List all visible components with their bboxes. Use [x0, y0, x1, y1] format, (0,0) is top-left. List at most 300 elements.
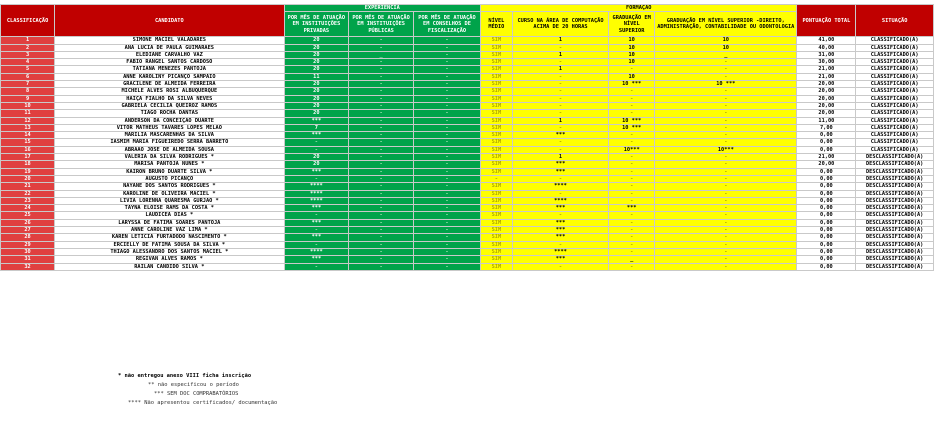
row-nivel-medio: - [481, 175, 513, 182]
row-exp-publicas: - [349, 219, 414, 226]
row-nivel-medio: SIM [481, 81, 513, 88]
row-exp-privadas: - [284, 241, 349, 248]
row-pontuacao: 0,00 [797, 234, 856, 241]
row-situacao: DESCLASSIFICADO(A) [856, 190, 934, 197]
row-exp-conselhos: - [413, 183, 480, 190]
row-situacao: DESCLASSIFICADO(A) [856, 183, 934, 190]
row-graduacao-areas: _ [655, 51, 797, 58]
row-curso: - [512, 139, 608, 146]
table-row [1, 66, 934, 73]
row-pontuacao: 0,00 [797, 263, 856, 270]
row-nivel-medio: SIM [481, 51, 513, 58]
row-pontuacao: 31,00 [797, 51, 856, 58]
row-exp-conselhos: - [413, 161, 480, 168]
row-exp-privadas: - [284, 263, 349, 270]
row-nivel-medio: SIM [481, 219, 513, 226]
header-situacao: SITUAÇÃO [856, 5, 934, 37]
note-4: **** Não apresentou certificados/ documentação [128, 400, 278, 406]
table-row [1, 132, 934, 139]
row-graduacao-areas: - [655, 205, 797, 212]
row-candidato: RAILAN CANDIDO SILVA * [55, 263, 284, 270]
row-exp-conselhos: - [413, 51, 480, 58]
table-row [1, 73, 934, 80]
row-classificacao: 10 [1, 102, 55, 109]
row-candidato: LARYSSA DE FÁTIMA SOARES PANTOJA [55, 219, 284, 226]
row-exp-conselhos: - [413, 263, 480, 270]
row-exp-publicas: - [349, 212, 414, 219]
row-exp-publicas: - [349, 139, 414, 146]
row-exp-conselhos: - [413, 66, 480, 73]
row-pontuacao: 0,00 [797, 190, 856, 197]
row-curso: *** [512, 234, 608, 241]
row-situacao: CLASSIFICADO(A) [856, 66, 934, 73]
row-graduacao-areas: - [655, 117, 797, 124]
row-graduacao: - [609, 102, 655, 109]
row-nivel-medio: SIM [481, 110, 513, 117]
row-exp-publicas: - [349, 248, 414, 255]
row-pontuacao: 0,00 [797, 197, 856, 204]
row-exp-privadas: *** [284, 256, 349, 263]
row-curso: 1 [512, 117, 608, 124]
row-graduacao-areas: - [655, 212, 797, 219]
row-graduacao: _ [609, 256, 655, 263]
row-nivel-medio: SIM [481, 73, 513, 80]
row-exp-privadas: 20 [284, 110, 349, 117]
row-pontuacao: 20,00 [797, 81, 856, 88]
row-candidato: MARISA PANTOJA NUNES * [55, 161, 284, 168]
row-pontuacao: 11,00 [797, 117, 856, 124]
row-graduacao-areas: - [655, 263, 797, 270]
row-classificacao: 17 [1, 154, 55, 161]
row-exp-privadas: - [284, 175, 349, 182]
row-exp-publicas: - [349, 37, 414, 44]
row-nivel-medio: SIM [481, 256, 513, 263]
note-2: ** não especificou o período [148, 382, 239, 388]
row-exp-conselhos: - [413, 256, 480, 263]
row-graduacao-areas: - [655, 248, 797, 255]
row-graduacao: - [609, 139, 655, 146]
row-classificacao: 13 [1, 124, 55, 131]
row-candidato: HAIÇA FIALHO DA SILVA NEVES [55, 95, 284, 102]
row-exp-conselhos: - [413, 37, 480, 44]
row-graduacao: 10 [609, 73, 655, 80]
table-row [1, 44, 934, 51]
row-situacao: CLASSIFICADO(A) [856, 139, 934, 146]
row-graduacao: - [609, 110, 655, 117]
row-graduacao: - [609, 161, 655, 168]
table-row [1, 256, 934, 263]
row-curso: - [512, 241, 608, 248]
row-candidato: ABRAÃO JOSÉ DE ALMEIDA SOUSA [55, 146, 284, 153]
header-pontuacao: PONTUAÇÃO TOTAL [797, 5, 856, 37]
row-exp-privadas: 20 [284, 161, 349, 168]
row-curso: - [512, 110, 608, 117]
row-nivel-medio: SIM [481, 132, 513, 139]
row-exp-privadas: - [284, 227, 349, 234]
row-situacao: DESCLASSIFICADO(A) [856, 227, 934, 234]
row-exp-privadas: 20 [284, 37, 349, 44]
row-situacao: DESCLASSIFICADO(A) [856, 256, 934, 263]
table-row [1, 37, 934, 44]
row-candidato: KAROLINE DE OLIVEIRA MACIEL * [55, 190, 284, 197]
row-exp-publicas: - [349, 227, 414, 234]
header-candidato: CANDIDATO [55, 5, 284, 37]
row-pontuacao: 21,00 [797, 154, 856, 161]
row-pontuacao: 41,00 [797, 37, 856, 44]
row-exp-conselhos: - [413, 110, 480, 117]
row-situacao: CLASSIFICADO(A) [856, 102, 934, 109]
table-row [1, 146, 934, 153]
table-row [1, 154, 934, 161]
row-classificacao: 16 [1, 146, 55, 153]
row-situacao: DESCLASSIFICADO(A) [856, 205, 934, 212]
row-situacao: CLASSIFICADO(A) [856, 51, 934, 58]
header-classificacao: CLASSIFICAÇÃO [1, 5, 55, 37]
table-row [1, 197, 934, 204]
row-classificacao: 31 [1, 256, 55, 263]
row-situacao: CLASSIFICADO(A) [856, 117, 934, 124]
row-exp-publicas: - [349, 110, 414, 117]
row-candidato: THIAGO ALESSANDRO DOS SANTOS MACIEL * [55, 248, 284, 255]
row-graduacao: - [609, 66, 655, 73]
row-candidato: NAYANE DOS SANTOS RODRIGUES * [55, 183, 284, 190]
row-graduacao: 10 *** [609, 117, 655, 124]
row-graduacao-areas: - [655, 139, 797, 146]
row-curso: - [512, 212, 608, 219]
row-exp-privadas: 20 [284, 88, 349, 95]
row-exp-publicas: - [349, 146, 414, 153]
row-graduacao: - [609, 241, 655, 248]
row-classificacao: 7 [1, 81, 55, 88]
row-exp-publicas: - [349, 44, 414, 51]
row-exp-conselhos: - [413, 197, 480, 204]
row-pontuacao: 0,00 [797, 205, 856, 212]
row-exp-privadas: 20 [284, 44, 349, 51]
table-row [1, 263, 934, 270]
row-classificacao: 25 [1, 212, 55, 219]
header-curso-computacao: CURSO NA ÁREA DE COMPUTAÇÃO ACIMA DE 20 HORAS [512, 12, 608, 37]
row-pontuacao: 0,00 [797, 146, 856, 153]
row-pontuacao: 21,00 [797, 66, 856, 73]
row-classificacao: 27 [1, 227, 55, 234]
row-curso: *** [512, 168, 608, 175]
row-nivel-medio: SIM [481, 183, 513, 190]
table-row [1, 248, 934, 255]
row-situacao: DESCLASSIFICADO(A) [856, 212, 934, 219]
table-row [1, 227, 934, 234]
table-row [1, 241, 934, 248]
row-graduacao-areas: - [655, 219, 797, 226]
row-graduacao-areas: - [655, 102, 797, 109]
row-graduacao-areas: - [655, 124, 797, 131]
row-nivel-medio: SIM [481, 146, 513, 153]
results-table [0, 4, 934, 271]
row-situacao: DESCLASSIFICADO(A) [856, 154, 934, 161]
row-pontuacao: 20,00 [797, 110, 856, 117]
row-nivel-medio: SIM [481, 168, 513, 175]
row-exp-conselhos: - [413, 248, 480, 255]
row-classificacao: 1 [1, 37, 55, 44]
row-graduacao: 10 [609, 59, 655, 66]
header-exp-privadas: POR MÊS DE ATUAÇÃO EM INSTITUIÇÕES PRIVADAS [284, 12, 349, 37]
row-nivel-medio: SIM [481, 190, 513, 197]
row-nivel-medio: SIM [481, 161, 513, 168]
row-exp-conselhos: - [413, 117, 480, 124]
row-exp-conselhos: - [413, 102, 480, 109]
row-graduacao-areas: 10 *** [655, 81, 797, 88]
row-graduacao-areas: 10 [655, 37, 797, 44]
row-classificacao: 2 [1, 44, 55, 51]
row-exp-publicas: - [349, 59, 414, 66]
row-graduacao: 10 *** [609, 81, 655, 88]
row-situacao: CLASSIFICADO(A) [856, 44, 934, 51]
row-graduacao: *** [609, 205, 655, 212]
row-exp-conselhos: - [413, 124, 480, 131]
table-row [1, 175, 934, 182]
row-situacao: CLASSIFICADO(A) [856, 37, 934, 44]
row-classificacao: 26 [1, 219, 55, 226]
row-pontuacao: 0,00 [797, 168, 856, 175]
row-candidato: TIAGO ROCHA DANTAS [55, 110, 284, 117]
row-exp-privadas: **** [284, 183, 349, 190]
row-graduacao-areas: - [655, 88, 797, 95]
row-graduacao-areas: - [655, 227, 797, 234]
row-exp-conselhos: - [413, 234, 480, 241]
row-curso: *** [512, 256, 608, 263]
row-curso: *** [512, 219, 608, 226]
row-nivel-medio: SIM [481, 197, 513, 204]
row-graduacao: - [609, 95, 655, 102]
row-exp-conselhos: - [413, 154, 480, 161]
row-classificacao: 3 [1, 51, 55, 58]
row-graduacao: 10*** [609, 146, 655, 153]
row-exp-privadas: - [284, 139, 349, 146]
row-curso: - [512, 88, 608, 95]
row-classificacao: 12 [1, 117, 55, 124]
table-row [1, 183, 934, 190]
row-exp-conselhos: - [413, 227, 480, 234]
row-classificacao: 18 [1, 161, 55, 168]
row-classificacao: 5 [1, 66, 55, 73]
row-exp-conselhos: - [413, 190, 480, 197]
row-curso: - [512, 102, 608, 109]
row-classificacao: 20 [1, 175, 55, 182]
row-situacao: CLASSIFICADO(A) [856, 124, 934, 131]
table-row [1, 95, 934, 102]
header-graduacao-areas: GRADUAÇÃO EM NÍVEL SUPERIOR -DIREITO, ADMINISTRAÇÃO, CONTABILIDADE OU ODONTOLOGIA [655, 12, 797, 37]
row-nivel-medio: SIM [481, 37, 513, 44]
row-pontuacao: 30,00 [797, 59, 856, 66]
row-nivel-medio: SIM [481, 139, 513, 146]
row-curso: - [512, 263, 608, 270]
header-graduacao: GRADUAÇÃO EM NÍVEL SUPERIOR [609, 12, 655, 37]
row-candidato: ANNE CAROLINE VAZ LIMA * [55, 227, 284, 234]
row-exp-privadas: 20 [284, 95, 349, 102]
row-exp-privadas: 20 [284, 66, 349, 73]
row-nivel-medio: SIM [481, 117, 513, 124]
table-row [1, 51, 934, 58]
row-classificacao: 8 [1, 88, 55, 95]
row-nivel-medio: SIM [481, 241, 513, 248]
row-curso: - [512, 44, 608, 51]
row-classificacao: 30 [1, 248, 55, 255]
note-3: *** SEM DOC COMPRABATÓRIOS [154, 391, 239, 397]
row-curso: *** [512, 227, 608, 234]
row-exp-publicas: - [349, 234, 414, 241]
row-situacao: CLASSIFICADO(A) [856, 110, 934, 117]
row-pontuacao: 0,00 [797, 248, 856, 255]
row-situacao: CLASSIFICADO(A) [856, 146, 934, 153]
row-graduacao-areas: - [655, 175, 797, 182]
table-row [1, 212, 934, 219]
row-exp-privadas: 7 [284, 124, 349, 131]
row-exp-privadas: *** [284, 219, 349, 226]
row-graduacao: - [609, 212, 655, 219]
row-exp-publicas: - [349, 66, 414, 73]
row-curso: - [512, 146, 608, 153]
row-curso: **** [512, 197, 608, 204]
row-classificacao: 14 [1, 132, 55, 139]
row-nivel-medio: SIM [481, 66, 513, 73]
header-exp-publicas: POR MÊS DE ATUAÇÃO EM INSTITUIÇÕES PÚBLICAS [349, 12, 414, 37]
row-pontuacao: 0,00 [797, 175, 856, 182]
row-exp-privadas: **** [284, 248, 349, 255]
table-row [1, 59, 934, 66]
row-graduacao: - [609, 248, 655, 255]
table-row [1, 88, 934, 95]
footnotes [0, 372, 278, 408]
row-nivel-medio: SIM [481, 205, 513, 212]
row-graduacao: - [609, 132, 655, 139]
row-graduacao-areas: 10*** [655, 146, 797, 153]
row-graduacao: - [609, 234, 655, 241]
row-exp-publicas: - [349, 88, 414, 95]
row-situacao: DESCLASSIFICADO(A) [856, 234, 934, 241]
row-situacao: DESCLASSIFICADO(A) [856, 161, 934, 168]
row-graduacao-areas: 10 [655, 44, 797, 51]
row-nivel-medio: SIM [481, 102, 513, 109]
row-exp-conselhos: - [413, 95, 480, 102]
row-candidato: VITOR MATHEUS TAVARES LOPES MELÃO [55, 124, 284, 131]
row-candidato: TATIANA MENEZES PANTOJA [55, 66, 284, 73]
row-situacao: DESCLASSIFICADO(A) [856, 248, 934, 255]
row-classificacao: 4 [1, 59, 55, 66]
table-row [1, 190, 934, 197]
row-classificacao: 11 [1, 110, 55, 117]
row-graduacao-areas: - [655, 183, 797, 190]
row-classificacao: 19 [1, 168, 55, 175]
table-row [1, 110, 934, 117]
row-situacao: DESCLASSIFICADO(A) [856, 168, 934, 175]
row-curso: - [512, 124, 608, 131]
row-exp-privadas: 20 [284, 59, 349, 66]
row-graduacao-areas: - [655, 110, 797, 117]
row-candidato: ANNE KAROLINY PICANÇO SAMPAIO [55, 73, 284, 80]
row-candidato: ELEDIANE CARVALHO VAZ [55, 51, 284, 58]
row-exp-conselhos: - [413, 59, 480, 66]
row-exp-publicas: - [349, 124, 414, 131]
row-candidato: ANA LUCIA DE PAULA GUIMARÃES [55, 44, 284, 51]
row-situacao: CLASSIFICADO(A) [856, 88, 934, 95]
row-exp-conselhos: - [413, 146, 480, 153]
table-row [1, 205, 934, 212]
row-curso: *** [512, 161, 608, 168]
row-pontuacao: 40,00 [797, 44, 856, 51]
row-situacao: CLASSIFICADO(A) [856, 132, 934, 139]
row-graduacao: - [609, 263, 655, 270]
row-graduacao-areas: - [655, 190, 797, 197]
row-graduacao: - [609, 219, 655, 226]
row-exp-publicas: - [349, 73, 414, 80]
row-exp-privadas: **** [284, 190, 349, 197]
row-candidato: LAUDICEA DIAS * [55, 212, 284, 219]
row-curso: 1 [512, 51, 608, 58]
header-experiencia: EXPERIÊNCIA [284, 5, 481, 12]
row-pontuacao: 0,00 [797, 132, 856, 139]
row-exp-publicas: - [349, 183, 414, 190]
row-classificacao: 22 [1, 190, 55, 197]
row-candidato: GABRIELA CECILIA QUEIROZ RAMOS [55, 102, 284, 109]
row-nivel-medio: SIM [481, 248, 513, 255]
row-exp-publicas: - [349, 81, 414, 88]
row-exp-publicas: - [349, 95, 414, 102]
row-curso: - [512, 95, 608, 102]
row-exp-publicas: - [349, 256, 414, 263]
row-classificacao: 24 [1, 205, 55, 212]
header-formacao: FORMAÇÃO [481, 5, 797, 12]
row-situacao: DESCLASSIFICADO(A) [856, 241, 934, 248]
row-classificacao: 9 [1, 95, 55, 102]
row-exp-publicas: _ [349, 51, 414, 58]
row-exp-privadas: 20 [284, 102, 349, 109]
row-exp-publicas: - [349, 241, 414, 248]
row-graduacao-areas: - [655, 241, 797, 248]
row-pontuacao: 20,00 [797, 102, 856, 109]
row-graduacao-areas: - [655, 234, 797, 241]
row-nivel-medio: SIM [481, 59, 513, 66]
row-classificacao: 21 [1, 183, 55, 190]
row-classificacao: 28 [1, 234, 55, 241]
row-candidato: KAREN LETICIA FURTADODO NASCIMENTO * [55, 234, 284, 241]
row-exp-conselhos: - [413, 175, 480, 182]
row-graduacao: - [609, 190, 655, 197]
row-graduacao-areas: - [655, 168, 797, 175]
row-situacao: DESCLASSIFICADO(A) [856, 219, 934, 226]
note-1: * não entregou anexo VIII ficha inscrição [118, 373, 252, 379]
row-pontuacao: 20,00 [797, 95, 856, 102]
row-nivel-medio: SIM [481, 95, 513, 102]
row-curso: - [512, 73, 608, 80]
row-exp-conselhos: - [413, 168, 480, 175]
row-exp-privadas: *** [284, 205, 349, 212]
row-situacao: DESCLASSIFICADO(A) [856, 263, 934, 270]
row-curso: 1 [512, 37, 608, 44]
row-situacao: DESCLASSIFICADO(A) [856, 197, 934, 204]
row-classificacao: 29 [1, 241, 55, 248]
table-row [1, 139, 934, 146]
table-row [1, 124, 934, 131]
table-row [1, 117, 934, 124]
row-nivel-medio: SIM [481, 88, 513, 95]
row-nivel-medio: SIM [481, 154, 513, 161]
row-exp-privadas: **** [284, 197, 349, 204]
row-candidato: GRACILENE DE ALMEIDA FERREIRA [55, 81, 284, 88]
row-exp-conselhos: - [413, 44, 480, 51]
row-pontuacao: 21,00 [797, 73, 856, 80]
header-exp-conselhos: POR MÊS DE ATUAÇÃO EM CONSELHOS DE FISCALIZAÇÃO [413, 12, 480, 37]
row-exp-publicas: - [349, 190, 414, 197]
row-graduacao: - [609, 88, 655, 95]
